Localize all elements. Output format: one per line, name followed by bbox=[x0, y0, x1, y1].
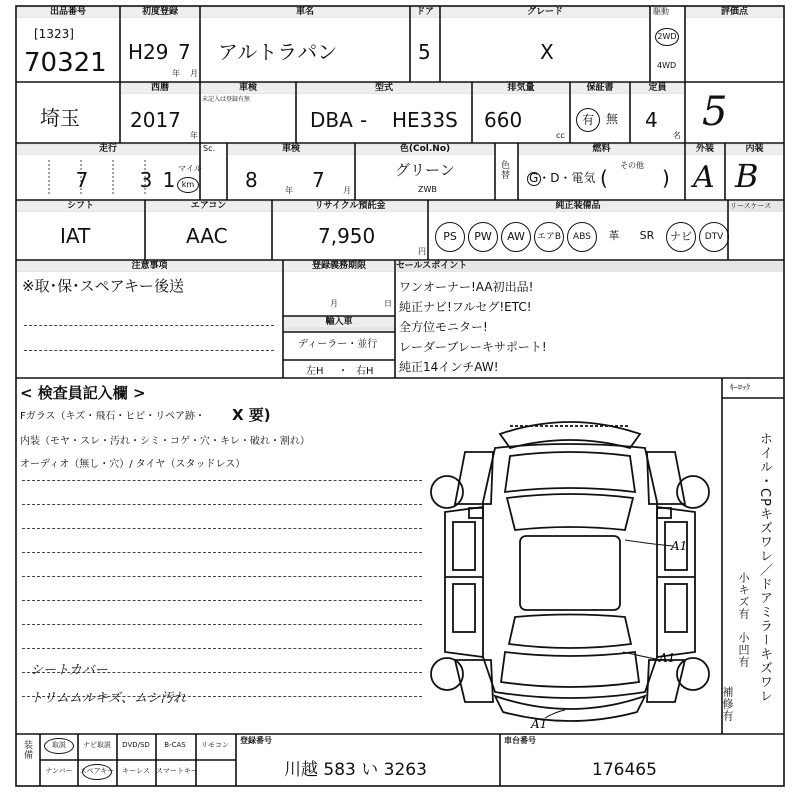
fuel-paren-open: ( bbox=[600, 166, 608, 190]
region: 埼玉 bbox=[40, 106, 80, 130]
equipment-item: エアB bbox=[534, 222, 564, 252]
inspector-line-interior: 内装（モヤ・スレ・汚れ・シミ・コゲ・穴・キレ・破れ・割れ） bbox=[20, 436, 310, 447]
vertical-note-3: 補修有 bbox=[721, 686, 734, 722]
western-year: 2017 bbox=[130, 108, 181, 132]
label-interior: 内装 bbox=[726, 145, 783, 154]
import-dealer: ディーラー・並行 bbox=[298, 339, 378, 350]
equipment-item: SR bbox=[639, 229, 655, 242]
label-lock: ｷｰﾛｯｸ bbox=[730, 383, 750, 392]
grade-value: X bbox=[540, 40, 554, 64]
footer-side-label: 装備 bbox=[22, 740, 32, 760]
color-change-label: 色替 bbox=[499, 160, 509, 180]
inspector-dotline bbox=[22, 504, 422, 505]
label-drive: 駆動 bbox=[653, 7, 669, 16]
notes-line-1: ※取･保･スペアキー後送 bbox=[22, 277, 184, 295]
vertical-note-2: 小キズ有 小凹有 bbox=[737, 572, 750, 668]
mileage-unit-mile: マイル bbox=[178, 164, 202, 173]
registration-day: 日 bbox=[384, 299, 392, 308]
label-displacement: 排気量 bbox=[473, 84, 569, 93]
label-notes: 注意事項 bbox=[17, 262, 282, 271]
footer-item: 取説 bbox=[52, 741, 66, 749]
label-mileage: 走行 bbox=[17, 145, 199, 154]
inspector-dotline bbox=[22, 552, 422, 553]
footer-item: スペアキー bbox=[79, 767, 115, 775]
auction-number: 70321 bbox=[24, 48, 107, 78]
inspection-month: 7 bbox=[312, 168, 325, 192]
sales-point-5: 純正14インチAW! bbox=[399, 360, 499, 374]
label-recycle: リサイクル預託金 bbox=[273, 202, 427, 211]
model-code: HE33S bbox=[392, 108, 458, 132]
doors-value: 5 bbox=[418, 40, 431, 64]
plate-number: 川越 583 い 3263 bbox=[284, 760, 427, 780]
equipment-item: AW bbox=[501, 222, 531, 252]
footer-item: DVD/SD bbox=[122, 741, 150, 749]
auction-prefix: [1323] bbox=[34, 27, 74, 41]
label-exterior: 外装 bbox=[686, 145, 724, 154]
sales-point-4: レーダーブレーキサポート! bbox=[399, 340, 547, 354]
handle-left: 左H bbox=[306, 366, 324, 377]
label-lease: リースケース bbox=[730, 202, 772, 210]
handle-right: 右H bbox=[356, 366, 374, 377]
inspector-dotline bbox=[22, 576, 422, 577]
inspector-line-fglass: Fガラス（キズ・飛石・ヒビ・リペア跡・ bbox=[20, 411, 206, 422]
mileage-digit-4: 3 bbox=[139, 168, 153, 192]
recycle-value: 7,950 bbox=[318, 224, 376, 248]
footer-item: ナンバー bbox=[45, 767, 73, 775]
exterior-grade: A bbox=[693, 160, 715, 195]
chassis-number: 176465 bbox=[592, 760, 657, 780]
footer-circle-mark bbox=[82, 764, 112, 780]
inspector-line-audio: オーディオ（無し・穴）/ タイヤ（スタッドレス） bbox=[20, 459, 246, 470]
first-reg-year-unit: 年 bbox=[172, 69, 180, 78]
inspector-dotline bbox=[22, 480, 422, 481]
label-chassis: 車台番号 bbox=[504, 736, 536, 745]
fuel-options: G・D・電気 bbox=[529, 171, 596, 185]
western-unit: 年 bbox=[190, 131, 198, 140]
footer-circle-mark bbox=[44, 738, 74, 754]
notes-dotline-1 bbox=[24, 325, 274, 326]
label-shift: シフト bbox=[17, 202, 144, 211]
drive-4wd: 4WD bbox=[657, 61, 677, 70]
label-nox: Sc. bbox=[203, 144, 216, 153]
damage-mark-3: A1 bbox=[531, 717, 548, 730]
inspection-year: 8 bbox=[245, 168, 258, 192]
model-dash: - bbox=[360, 108, 368, 132]
label-inspection-note: 未記入は登録有無 bbox=[202, 96, 251, 103]
interior-grade: B bbox=[735, 157, 759, 195]
drive-2wd: 2WD bbox=[655, 28, 679, 46]
mileage-digit-5: 1 bbox=[162, 168, 176, 192]
inspector-dotline bbox=[22, 600, 422, 601]
equipment-item: PS bbox=[435, 222, 465, 252]
displacement-value: 660 bbox=[484, 108, 523, 132]
first-reg-era: H29 bbox=[128, 40, 169, 64]
label-plate: 登録番号 bbox=[240, 736, 272, 745]
label-car-name: 車名 bbox=[201, 8, 409, 17]
label-equipment: 純正装備品 bbox=[429, 202, 727, 211]
equipment-item: ナビ bbox=[666, 222, 696, 252]
label-doors: ドア bbox=[411, 8, 439, 17]
label-import: 輸入車 bbox=[284, 318, 394, 327]
label-color: 色(Col.No) bbox=[356, 145, 494, 154]
handwritten-note-2: トリムムルキズ、ムシ汚れ bbox=[30, 691, 187, 706]
vertical-note-1: ホイル・CPキズワレ／ドアミラーキズワレ bbox=[757, 432, 772, 703]
footer-item: キーレス bbox=[122, 767, 150, 775]
footer-item: B-CAS bbox=[164, 741, 186, 749]
fglass-mark: X 要) bbox=[232, 406, 271, 424]
label-western: 西暦 bbox=[121, 84, 199, 93]
label-registration: 登録義務期限 bbox=[284, 262, 394, 271]
label-grade: グレード bbox=[441, 8, 649, 17]
footer-item: ナビ取説 bbox=[83, 741, 111, 749]
footer-item: リモコン bbox=[201, 741, 229, 749]
equipment-item: ABS bbox=[567, 222, 597, 252]
displacement-unit: cc bbox=[556, 131, 565, 140]
sales-point-2: 純正ナビ!フルセグ!ETC! bbox=[399, 300, 532, 314]
label-model: 型式 bbox=[297, 84, 471, 93]
sales-point-1: ワンオーナー!AA初出品! bbox=[399, 280, 534, 294]
footer-item: スマートキー bbox=[156, 767, 198, 775]
car-name: アルトラパン bbox=[218, 40, 338, 64]
damage-mark-1: A1 bbox=[671, 539, 688, 553]
score-value: 5 bbox=[702, 89, 728, 135]
color-code: ZWB bbox=[418, 185, 437, 194]
notes-dotline-2 bbox=[24, 350, 274, 351]
model-prefix: DBA bbox=[310, 108, 353, 132]
capacity-unit: 名 bbox=[673, 131, 681, 140]
shift-value: IAT bbox=[60, 224, 91, 248]
capacity-value: 4 bbox=[645, 108, 658, 132]
mileage-unit-km: km bbox=[177, 177, 199, 193]
handwritten-note-1: シートカバー bbox=[30, 663, 108, 678]
first-reg-month-unit: 月 bbox=[190, 69, 198, 78]
damage-mark-2: A1 bbox=[659, 651, 676, 665]
inspection-year-unit: 年 bbox=[285, 186, 293, 195]
recycle-unit: 円 bbox=[418, 247, 426, 256]
label-score: 評価点 bbox=[686, 8, 783, 17]
fuel-other: その他 bbox=[620, 161, 644, 170]
handle-dot: ・ bbox=[338, 366, 348, 377]
label-paint: 車検 bbox=[228, 145, 354, 154]
first-reg-month: 7 bbox=[178, 40, 191, 64]
warranty-yes: 有 bbox=[576, 108, 600, 132]
equipment-item: DTV bbox=[699, 222, 729, 252]
label-capacity: 定員 bbox=[631, 84, 684, 93]
warranty-no: 無 bbox=[606, 112, 619, 126]
inspector-title: < 検査員記入欄 > bbox=[20, 384, 146, 402]
label-auction-no: 出品番号 bbox=[17, 8, 119, 17]
label-aircon: エアコン bbox=[146, 202, 271, 211]
equipment-item: 革 bbox=[608, 229, 620, 242]
label-inspection: 車検 bbox=[201, 84, 295, 93]
sales-point-3: 全方位モニター! bbox=[399, 320, 488, 334]
mileage-digit-2: 7 bbox=[75, 168, 89, 192]
fuel-paren-close: ) bbox=[662, 166, 670, 190]
aircon-value: AAC bbox=[186, 224, 228, 248]
label-fuel: 燃料 bbox=[519, 145, 684, 154]
car-damage-diagram bbox=[425, 412, 715, 730]
label-warranty: 保証書 bbox=[571, 84, 629, 93]
label-first-reg: 初度登録 bbox=[121, 8, 199, 17]
inspector-dotline bbox=[22, 528, 422, 529]
equipment-item: PW bbox=[468, 222, 498, 252]
registration-month: 月 bbox=[330, 299, 338, 308]
color-name: グリーン bbox=[395, 161, 455, 179]
inspector-dotline bbox=[22, 624, 422, 625]
inspector-dotline bbox=[22, 648, 422, 649]
label-sales: セールスポイント bbox=[396, 261, 468, 271]
inspection-month-unit: 月 bbox=[343, 186, 351, 195]
